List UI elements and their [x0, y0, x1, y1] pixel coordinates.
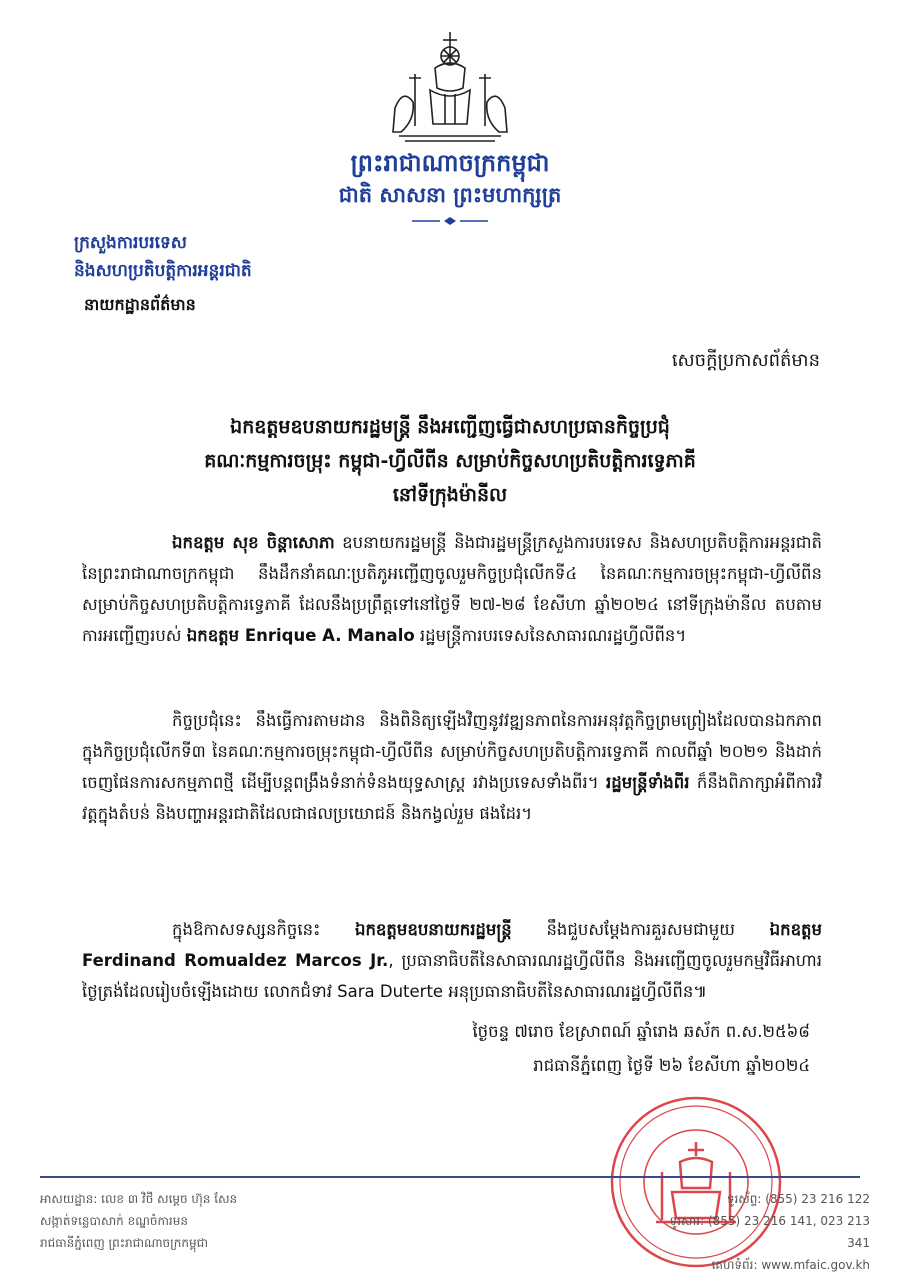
president-name: ឯកឧត្តម Ferdinand Romualdez Marcos Jr.: [82, 920, 822, 970]
footer-divider: [40, 1176, 860, 1178]
deputy-pm-name: ឯកឧត្តម សុខ ចិន្តាសោភា: [172, 533, 335, 552]
title-line3: នៅទីក្រុងម៉ានីល: [392, 484, 508, 506]
ornament-divider-icon: [410, 216, 490, 226]
department-name: នាយកដ្ឋានព័ត៌មាន: [84, 295, 196, 314]
paragraph-3: ក្នុងឱកាសទស្សនកិច្ចនេះ ឯកឧត្តមឧបនាយករដ្ឋមន្ត្រី នឹងជួបសម្ដែងការគួរសមជាមួយ ឯកឧត្តម Ferdinand Romualdez Marcos Jr., ប្រធានាធិបតីនៃសាធារណរដ្ឋហ្វីលីពីន និងអញ្ជើញចូលរួមកម្មវិធីអាហារថ្ងៃត្រង់ដែលរៀបចំឡើងដោយ លោកជំទាវ Sara Duterte អនុប្រធានាធិបតីនៃសាធារណរដ្ឋហ្វីលីពីន៕: [82, 920, 822, 1001]
title-line1: ឯកឧត្តមឧបនាយករដ្ឋមន្ត្រី នឹងអញ្ជើញធ្វើជាសហប្រធានកិច្ចប្រជុំ: [230, 416, 670, 438]
website-link[interactable]: គេហទំព័រ: www.mfaic.gov.kh: [711, 1258, 870, 1272]
paragraph-2: កិច្ចប្រជុំនេះ នឹងធ្វើការតាមដាន និងពិនិត្យឡើងវិញនូវវឌ្ឍនភាពនៃការអនុវត្តកិច្ចព្រមព្រៀងដែលបានឯកភាពក្នុងកិច្ចប្រជុំលើកទី៣ នៃគណៈកម្មការចម្រុះកម្ពុជា-ហ្វីលីពីន សម្រាប់កិច្ចសហប្រតិបត្តិការទ្វេភាគី កាលពីឆ្នាំ ២០២១ និងដាក់ចេញផែនការសកម្មភាពថ្មី ដើម្បីបន្តពង្រឹងទំនាក់ទំនងយុទ្ធសាស្ត្រ រវាងប្រទេសទាំងពីរ។ រដ្ឋមន្ត្រីទាំងពីរ ក៏នឹងពិភាក្សាអំពីការវិវត្តក្នុងតំបន់ និងបញ្ហាអន្តរជាតិដែលជាផលប្រយោជន៍ និងកង្វល់រួម ផងដែរ។: [82, 711, 822, 823]
solar-date: រាជធានីភ្នំពេញ ថ្ងៃទី ២៦ ខែសីហា ឆ្នាំ២០២៤: [533, 1056, 810, 1075]
phone-number: ទូរស័ព្ទ: (855) 23 216 122: [726, 1192, 870, 1206]
title-line2: គណៈកម្មការចម្រុះ កម្ពុជា-ហ្វីលីពីន សម្រាប់កិច្ចសហប្រតិបត្តិការទ្វេភាគី: [204, 450, 696, 472]
national-motto: ជាតិ សាសនា ព្រះមហាក្សត្រ: [338, 183, 562, 207]
ministry-name-line2: និងសហប្រតិបត្តិការអន្តរជាតិ: [74, 261, 252, 281]
footer-address: អាសយដ្ឋាន: លេខ ៣ វិថី សម្ដេច ហ៊ុន សែន សង្កាត់ទន្លេបាសាក់ ខណ្ឌចំការមន រាជធានីភ្នំពេញ ព្រះរាជាណាចក្រកម្ពុជា: [40, 1192, 238, 1250]
footer-contact: [650, 1188, 870, 1276]
lunar-date: ថ្ងៃចន្ទ ៧រោច ខែស្រាពណ៍ ឆ្នាំរោង ឆស័ក ព.ស.២៥៦៨: [472, 1022, 810, 1041]
ministry-name-line1: ក្រសួងការបរទេស: [74, 233, 187, 253]
document-type-label: សេចក្ដីប្រកាសព័ត៌មាន: [671, 350, 820, 371]
fax-number: ទូរសារ: (855) 23 216 141, 023 213 341: [669, 1214, 870, 1250]
host-minister-name: ឯកឧត្តម Enrique A. Manalo: [186, 626, 415, 645]
paragraph-1: ឯកឧត្តម សុខ ចិន្តាសោភា ឧបនាយករដ្ឋមន្ត្រី និងជារដ្ឋមន្ត្រីក្រសួងការបរទេស និងសហប្រតិបត្តិការអន្តរជាតិនៃព្រះរាជាណាចក្រកម្ពុជា នឹងដឹកនាំគណៈប្រតិភូអញ្ជើញចូលរួមកិច្ចប្រជុំលើកទី៤ នៃគណៈកម្មការចម្រុះកម្ពុជា-ហ្វីលីពីន សម្រាប់កិច្ចសហប្រតិបត្តិការទ្វេភាគី ដែលនឹងប្រព្រឹត្តទៅនៅថ្ងៃទី ២៧-២៨ ខែសីហា ឆ្នាំ២០២៤ នៅទីក្រុងម៉ានីល តបតាមការអញ្ជើញរបស់ ឯកឧត្តម Enrique A. Manalo រដ្ឋមន្ត្រីការបរទេសនៃសាធារណរដ្ឋហ្វីលីពីន។: [82, 533, 823, 645]
kingdom-name: ព្រះរាជាណាចក្រកម្ពុជា: [350, 149, 550, 177]
royal-emblem-icon: [385, 28, 515, 146]
